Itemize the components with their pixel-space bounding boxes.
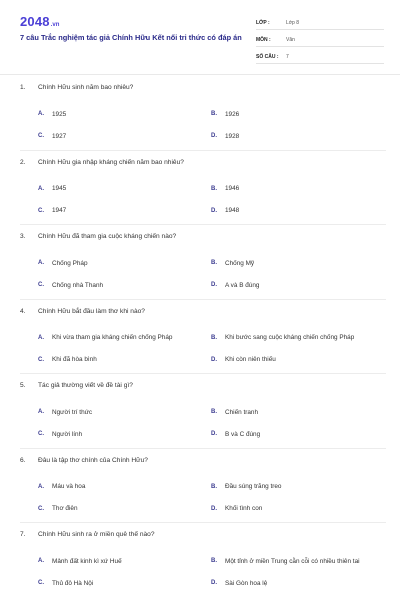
answer-letter: A. — [38, 483, 44, 490]
meta-value: Lớp 8 — [286, 19, 300, 26]
answer-letter: D. — [211, 207, 217, 214]
answer-letter: A. — [38, 185, 44, 192]
question-number: 2. — [20, 158, 26, 166]
question-4 — [20, 300, 386, 375]
answer-letter: C. — [38, 356, 44, 363]
answer-text: Một tỉnh ở miền Trung cằn cỗi có nhiều thiên tai — [225, 557, 360, 565]
meta-row-count — [256, 50, 384, 64]
answer-text: 1927 — [52, 132, 67, 140]
answer-letter: A. — [38, 260, 44, 266]
answer-text: Người lính — [52, 430, 83, 438]
answer-option[interactable] — [193, 401, 366, 423]
answer-text: 1926 — [225, 110, 240, 118]
question-7 — [20, 523, 386, 598]
answer-text: Người trí thức — [52, 408, 93, 416]
answer-option[interactable] — [193, 274, 366, 296]
answer-text: Mảnh đất kinh kì xứ Huế — [52, 557, 122, 565]
answer-option[interactable] — [193, 349, 366, 371]
answer-option[interactable] — [193, 550, 366, 572]
question-text: Chính Hữu sinh ra ở miền quê thế nào? — [38, 531, 155, 538]
answer-text: 1947 — [52, 207, 67, 214]
answer-option[interactable] — [20, 498, 193, 520]
header-divider — [0, 74, 400, 75]
answer-letter: D. — [211, 356, 217, 363]
answer-text: Máu và hoa — [52, 483, 86, 490]
answer-option[interactable] — [20, 423, 193, 445]
logo-sub: .vn — [50, 22, 60, 28]
answer-option[interactable] — [193, 252, 366, 274]
answer-option[interactable] — [193, 423, 366, 445]
answer-letter: C. — [38, 580, 44, 586]
answer-option[interactable] — [20, 476, 193, 498]
answer-text: Chống Mỹ — [225, 259, 255, 267]
answer-letter: C. — [38, 505, 44, 512]
answer-letter: B. — [211, 111, 217, 117]
answer-text: Chiến tranh — [225, 408, 259, 416]
answer-option[interactable] — [20, 125, 193, 147]
answer-letter: A. — [38, 111, 44, 117]
answer-text: Chống Pháp — [52, 259, 88, 267]
answer-option[interactable] — [193, 103, 366, 125]
question-text: Chính Hữu gia nhập kháng chiến năm bao nhiêu? — [38, 158, 184, 166]
answer-option[interactable] — [193, 476, 366, 498]
question-1 — [20, 76, 386, 151]
answer-option[interactable] — [20, 200, 193, 222]
answer-letter: C. — [38, 133, 44, 139]
question-6 — [20, 449, 386, 524]
question-text: Chính Hữu bắt đầu làm thơ khi nào? — [38, 307, 145, 315]
question-number: 3. — [20, 233, 26, 240]
answer-option[interactable] — [193, 200, 366, 222]
answer-text: 1925 — [52, 110, 67, 118]
meta-label: SỐ CÂU : — [256, 53, 279, 60]
answer-letter: D. — [211, 431, 217, 437]
answer-option[interactable] — [20, 550, 193, 572]
question-text: Chính Hữu đã tham gia cuộc kháng chiến nào? — [38, 233, 177, 240]
header — [20, 0, 384, 64]
answer-text: Khi đã hòa bình — [52, 356, 97, 363]
answer-letter: B. — [211, 260, 217, 266]
answer-option[interactable] — [20, 327, 193, 349]
answer-option[interactable] — [20, 401, 193, 423]
question-number: 1. — [20, 84, 26, 91]
answer-letter: D. — [211, 133, 217, 139]
answer-option[interactable] — [20, 103, 193, 125]
answer-text: Chống nhà Thanh — [52, 281, 104, 289]
question-text: Tác giả thường viết về đề tài gì? — [38, 382, 133, 389]
answer-text: 1928 — [225, 132, 240, 140]
logo-main: 2048 — [20, 14, 50, 29]
question-list — [20, 76, 386, 598]
question-3 — [20, 225, 386, 300]
meta-info — [256, 16, 384, 64]
question-number: 5. — [20, 382, 26, 389]
answer-letter: B. — [211, 334, 217, 341]
answer-text: Khi bước sang cuộc kháng chiến chống Pháp — [225, 334, 355, 341]
answer-text: 1946 — [225, 185, 240, 192]
question-text: Chính Hữu sinh năm bao nhiêu? — [38, 84, 134, 91]
page-title: 7 câu Trắc nghiệm tác giả Chính Hữu Kết nối tri thức có đáp án — [20, 33, 242, 42]
answer-text: Đầu súng trăng treo — [225, 483, 282, 490]
meta-label: LỚP : — [256, 19, 270, 26]
answer-text: A và B đúng — [225, 281, 260, 289]
answer-option[interactable] — [193, 327, 366, 349]
answer-option[interactable] — [20, 252, 193, 274]
answer-letter: D. — [211, 580, 217, 586]
answer-letter: B. — [211, 483, 217, 490]
meta-value: Văn — [286, 36, 295, 43]
question-2 — [20, 151, 386, 226]
question-number: 7. — [20, 531, 26, 538]
answer-option[interactable] — [20, 349, 193, 371]
answer-text: Khi vừa tham gia kháng chiến chống Pháp — [52, 334, 173, 341]
answer-text: Khi còn niên thiếu — [225, 356, 276, 363]
answer-letter: C. — [38, 431, 44, 437]
answer-letter: B. — [211, 185, 217, 192]
question-text: Đâu là tập thơ chính của Chính Hữu? — [38, 456, 148, 464]
meta-label: MÔN : — [256, 36, 271, 43]
question-number: 4. — [20, 307, 26, 315]
site-logo[interactable] — [20, 14, 250, 29]
answer-text: Sài Gòn hoa lệ — [225, 579, 268, 587]
question-number: 6. — [20, 456, 26, 464]
answer-option[interactable] — [20, 572, 193, 594]
answer-letter: D. — [211, 505, 217, 512]
answer-option[interactable] — [20, 274, 193, 296]
answer-option[interactable] — [193, 178, 366, 200]
meta-row-class — [256, 16, 384, 30]
answer-option[interactable] — [193, 498, 366, 520]
answer-letter: A. — [38, 409, 44, 415]
answer-text: B và C đúng — [225, 430, 261, 438]
meta-value: 7 — [286, 53, 289, 60]
meta-row-subject — [256, 33, 384, 47]
answer-text: 1945 — [52, 185, 67, 192]
header-left — [20, 14, 250, 64]
question-5 — [20, 374, 386, 449]
answer-text: Thủ đô Hà Nội — [52, 579, 94, 587]
answer-text: Thơ điên — [52, 505, 78, 512]
answer-option[interactable] — [193, 572, 366, 594]
answer-letter: B. — [211, 409, 217, 415]
answer-option[interactable] — [20, 178, 193, 200]
answer-text: 1948 — [225, 207, 240, 214]
answer-letter: A. — [38, 334, 44, 341]
answer-letter: D. — [211, 282, 217, 288]
answer-letter: B. — [211, 558, 217, 564]
answer-letter: A. — [38, 558, 44, 564]
answer-letter: C. — [38, 207, 44, 214]
answer-option[interactable] — [193, 125, 366, 147]
answer-text: Khối tình con — [225, 505, 263, 512]
answer-letter: C. — [38, 282, 44, 288]
